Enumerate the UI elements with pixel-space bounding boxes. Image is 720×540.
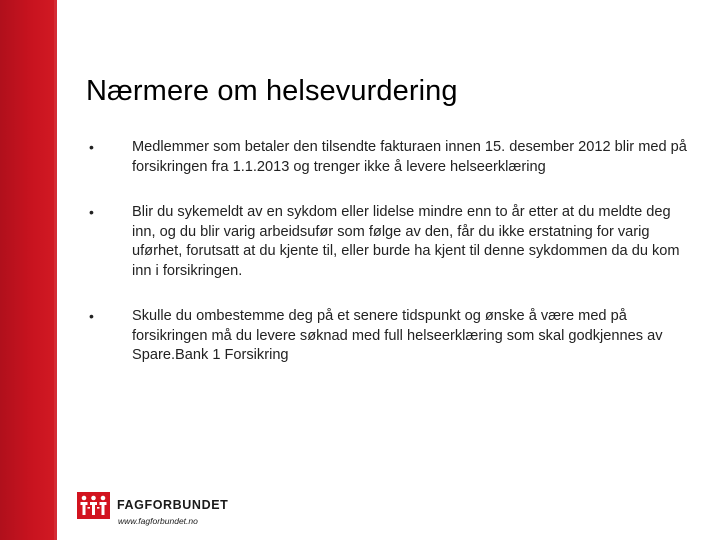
logo-name: FAGFORBUNDET [117,498,229,512]
bullet-item [86,138,696,177]
logo-url: www.fagforbundet.no [118,516,198,526]
bullet-text: Medlemmer som betaler den tilsendte fakturaen innen 15. desember 2012 blir med på forsikringen fra 1.1.2013 og trenger ikke å levere helseerklæring [132,139,687,175]
side-accent-bar [0,0,57,540]
fagforbundet-logo [77,492,227,528]
bullet-item [86,307,696,366]
bullet-marker: • [89,139,94,155]
bullet-marker: • [89,204,94,220]
bullet-text: Skulle du ombestemme deg på et senere tidspunkt og ønske å være med på forsikringen må du levere søknad med full helseerklæring som skal godkjennes av Spare.Bank 1 Forsikring [132,308,663,363]
bullet-list [86,138,696,366]
logo-mark-icon [77,492,110,519]
people-icon [77,492,110,519]
bullet-text: Blir du sykemeldt av en sykdom eller lidelse mindre enn to år etter at du meldte deg inn, og du blir varig arbeidsufør som følge av den, får du ikke erstatning for varig uførhet, forutsatt at du kjente til, eller burde ha kjent til denne sykdommen da du kom inn i forsikringen. [132,204,680,279]
bullet-item [86,203,696,281]
slide-title: Nærmere om helsevurdering [86,75,458,107]
bullet-marker: • [89,308,94,324]
